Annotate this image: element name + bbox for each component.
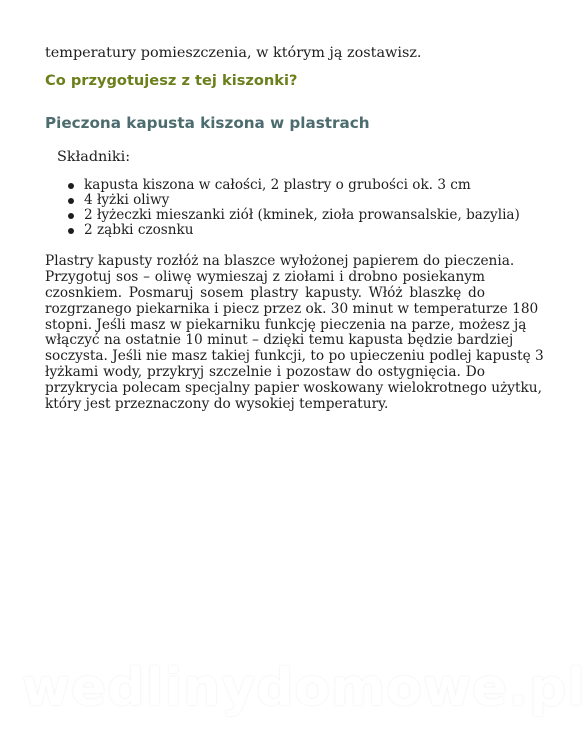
paragraph-line: rozgrzanego piekarnika i piecz przez ok. 30 minut w temperaturze 180 [45, 300, 539, 317]
ingredient-text: 2 ząbki czosnku [84, 222, 194, 238]
paragraph-line: stopni. Jeśli masz w piekarniku funkcję pieczenia na parze, możesz ją [45, 316, 527, 333]
bullet-icon [68, 183, 74, 189]
paragraph-line: który jest przeznaczony do wysokiej temperatury. [45, 396, 389, 413]
paragraph-line: włączyć na ostatnie 10 minut – dzięki temu kapusta będzie bardziej [45, 332, 514, 349]
section-heading: Co przygotujesz z tej kiszonki? [45, 72, 298, 89]
paragraph-line: łyżkami wody, przykryj szczelnie i pozostaw do ostygnięcia. Do [45, 364, 485, 381]
paragraph-line: przykrycia polecam specjalny papier woskowany wielokrotnego użytku, [45, 380, 542, 397]
ingredient-text: 2 łyżeczki mieszanki ziół (kminek, zioła prowansalskie, bazylia) [84, 207, 520, 223]
ingredients-label: Składniki: [57, 149, 131, 165]
watermark: wedlinydomowe.pl [22, 658, 586, 718]
bullet-icon [68, 198, 74, 204]
bullet-icon [68, 228, 74, 234]
intro-text-line: temperatury pomieszczenia, w którym ją zostawisz. [45, 45, 422, 61]
ingredient-text: 4 łyżki oliwy [84, 192, 170, 208]
ingredient-text: kapusta kiszona w całości, 2 plastry o grubości ok. 3 cm [84, 177, 471, 193]
paragraph-line: Plastry kapusty rozłóż na blaszce wyłożonej papierem do pieczenia. [45, 253, 515, 269]
instructions-paragraph [45, 253, 544, 413]
recipe-title: Pieczona kapusta kiszona w plastrach [45, 114, 370, 132]
bullet-icon [68, 213, 74, 219]
paragraph-line: czosnkiem. Posmaruj sosem plastry kapusty. Włóż blaszkę do [45, 284, 485, 301]
paragraph-line: soczysta. Jeśli nie masz takiej funkcji, to po upieczeniu podlej kapustę 3 [45, 348, 544, 365]
paragraph-line: Przygotuj sos – oliwę wymieszaj z ziołami i drobno posiekanym [45, 268, 485, 285]
